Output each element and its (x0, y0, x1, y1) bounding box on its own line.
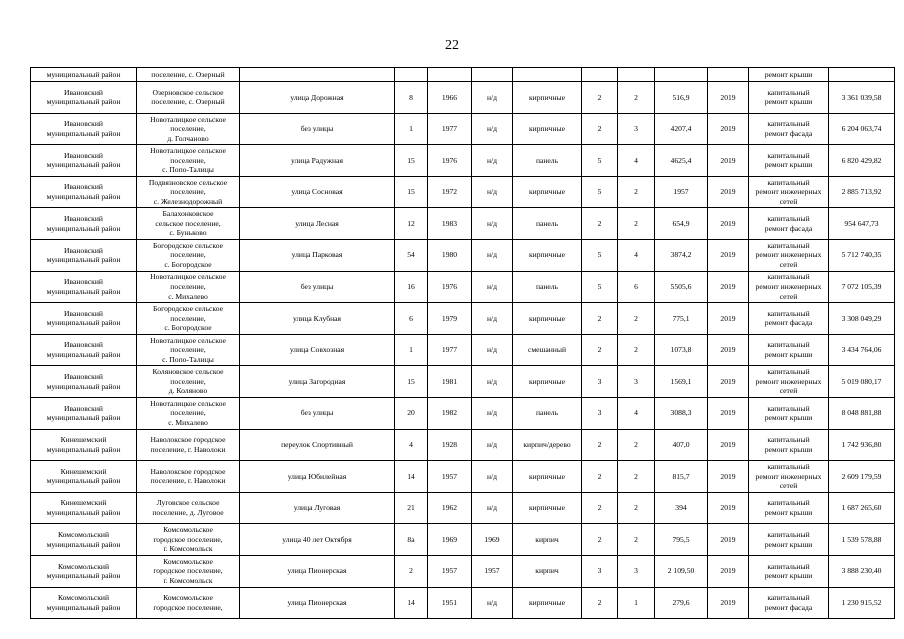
cell-year-commissioned: 1969 (472, 524, 513, 556)
cell-cost: 3 434 764,06 (829, 334, 895, 366)
cell-wall-material: кирпичные (513, 461, 582, 493)
cell-street: улица Радужная (240, 145, 395, 177)
table-row (31, 397, 895, 429)
cell-year-built: 1982 (428, 397, 472, 429)
table-row (31, 303, 895, 335)
cell-municipal-district: Ивановский муниципальный район (31, 303, 137, 335)
cell-settlement: Новоталицкое сельское поселение, с. Попо-Талицы (137, 145, 240, 177)
cell-work-type: капитальный ремонт крыши (749, 492, 829, 524)
cell-area: 2 109,50 (655, 555, 708, 587)
cell-municipal-district: Ивановский муниципальный район (31, 82, 137, 114)
cell-house-number: 14 (395, 461, 428, 493)
cell-repair-year: 2019 (708, 208, 749, 240)
cell-floors: 2 (582, 429, 618, 461)
cell-year-commissioned: н/д (472, 303, 513, 335)
cell-house-number: 21 (395, 492, 428, 524)
cell-area: 5505,6 (655, 271, 708, 303)
table-body (31, 68, 895, 619)
cell-year-built: 1972 (428, 176, 472, 208)
cell-repair-year: 2019 (708, 461, 749, 493)
cell-municipal-district: Ивановский муниципальный район (31, 334, 137, 366)
table-row (31, 366, 895, 398)
cell-entrances: 3 (618, 555, 655, 587)
cell-cost: 1 687 265,60 (829, 492, 895, 524)
cell-house-number: 15 (395, 145, 428, 177)
cell-floors: 2 (582, 334, 618, 366)
cell-municipal-district: Ивановский муниципальный район (31, 113, 137, 145)
cell-entrances: 2 (618, 524, 655, 556)
cell-floors: 3 (582, 366, 618, 398)
cell-wall-material: смешанный (513, 334, 582, 366)
cell-year-commissioned: н/д (472, 334, 513, 366)
cell-wall-material: панель (513, 271, 582, 303)
cell-cost: 5 019 080,17 (829, 366, 895, 398)
cell-year-commissioned (472, 68, 513, 82)
cell-municipal-district: Комсомольский муниципальный район (31, 524, 137, 556)
cell-municipal-district: Ивановский муниципальный район (31, 397, 137, 429)
cell-municipal-district: Кинешемский муниципальный район (31, 461, 137, 493)
cell-repair-year: 2019 (708, 113, 749, 145)
cell-area: 1073,8 (655, 334, 708, 366)
cell-area: 4207,4 (655, 113, 708, 145)
cell-entrances: 2 (618, 176, 655, 208)
cell-year-commissioned: 1957 (472, 555, 513, 587)
cell-year-built: 1951 (428, 587, 472, 619)
cell-area: 516,9 (655, 82, 708, 114)
cell-wall-material: кирпичные (513, 82, 582, 114)
cell-year-commissioned: н/д (472, 366, 513, 398)
cell-entrances: 4 (618, 397, 655, 429)
cell-repair-year: 2019 (708, 587, 749, 619)
page-number: 22 (445, 38, 459, 53)
cell-entrances (618, 68, 655, 82)
cell-area: 4625,4 (655, 145, 708, 177)
cell-house-number: 8 (395, 82, 428, 114)
cell-street: улица Лесная (240, 208, 395, 240)
cell-floors: 3 (582, 397, 618, 429)
cell-work-type: капитальный ремонт инженерных сетей (749, 271, 829, 303)
cell-entrances: 1 (618, 587, 655, 619)
cell-cost: 8 048 881,88 (829, 397, 895, 429)
cell-cost: 3 308 049,29 (829, 303, 895, 335)
cell-floors: 3 (582, 555, 618, 587)
cell-floors: 2 (582, 82, 618, 114)
cell-house-number: 16 (395, 271, 428, 303)
cell-cost: 3 888 230,40 (829, 555, 895, 587)
cell-wall-material: кирпичные (513, 587, 582, 619)
cell-settlement: Комсомольское городское поселение, г. Комсомольск (137, 524, 240, 556)
cell-floors: 2 (582, 492, 618, 524)
table-row (31, 555, 895, 587)
cell-settlement: Наволокское городское поселение, г. Наволоки (137, 461, 240, 493)
cell-repair-year: 2019 (708, 176, 749, 208)
table-row (31, 587, 895, 619)
cell-wall-material: кирпичные (513, 239, 582, 271)
cell-work-type: капитальный ремонт крыши (749, 145, 829, 177)
cell-entrances: 2 (618, 492, 655, 524)
cell-wall-material: панель (513, 145, 582, 177)
cell-settlement: Луговское сельское поселение, д. Луговое (137, 492, 240, 524)
cell-repair-year: 2019 (708, 397, 749, 429)
cell-house-number: 15 (395, 176, 428, 208)
cell-wall-material: кирпич/дерево (513, 429, 582, 461)
cell-municipal-district: Ивановский муниципальный район (31, 145, 137, 177)
cell-year-built: 1928 (428, 429, 472, 461)
cell-year-built: 1981 (428, 366, 472, 398)
cell-settlement: Наволокское городское поселение, г. Наволоки (137, 429, 240, 461)
cell-cost: 954 647,73 (829, 208, 895, 240)
cell-year-built (428, 68, 472, 82)
cell-settlement: Комсомольское городское поселение, (137, 587, 240, 619)
cell-work-type: капитальный ремонт крыши (749, 555, 829, 587)
cell-year-commissioned: н/д (472, 587, 513, 619)
cell-wall-material (513, 68, 582, 82)
cell-entrances: 2 (618, 334, 655, 366)
cell-floors: 2 (582, 208, 618, 240)
cell-year-commissioned: н/д (472, 397, 513, 429)
cell-street: улица Луговая (240, 492, 395, 524)
cell-year-built: 1977 (428, 334, 472, 366)
cell-street: переулок Спортивный (240, 429, 395, 461)
cell-house-number: 20 (395, 397, 428, 429)
cell-municipal-district: Комсомольский муниципальный район (31, 587, 137, 619)
cell-street: улица Загородная (240, 366, 395, 398)
cell-settlement: Богородское сельское поселение, с. Богородское (137, 239, 240, 271)
cell-settlement: Комсомольское городское поселение, г. Комсомольск (137, 555, 240, 587)
cell-street: без улицы (240, 271, 395, 303)
table-row (31, 492, 895, 524)
cell-entrances: 2 (618, 82, 655, 114)
cell-house-number: 1 (395, 113, 428, 145)
cell-year-commissioned: н/д (472, 113, 513, 145)
cell-work-type: капитальный ремонт инженерных сетей (749, 461, 829, 493)
cell-year-built: 1969 (428, 524, 472, 556)
cell-floors: 5 (582, 145, 618, 177)
cell-street: улица Пионерская (240, 555, 395, 587)
cell-street: улица Дорожная (240, 82, 395, 114)
cell-entrances: 6 (618, 271, 655, 303)
cell-cost: 1 539 578,88 (829, 524, 895, 556)
cell-settlement: Новоталицкое сельское поселение, д. Голчаново (137, 113, 240, 145)
cell-work-type: капитальный ремонт инженерных сетей (749, 239, 829, 271)
table-row (31, 239, 895, 271)
cell-wall-material: кирпичные (513, 303, 582, 335)
cell-floors: 2 (582, 524, 618, 556)
cell-settlement: Коляновское сельское поселение, д. Коляново (137, 366, 240, 398)
cell-house-number: 15 (395, 366, 428, 398)
cell-cost: 2 885 713,92 (829, 176, 895, 208)
cell-street: без улицы (240, 397, 395, 429)
cell-area: 654,9 (655, 208, 708, 240)
cell-wall-material: панель (513, 397, 582, 429)
cell-repair-year: 2019 (708, 429, 749, 461)
cell-street: улица Юбилейная (240, 461, 395, 493)
cell-work-type: капитальный ремонт крыши (749, 524, 829, 556)
cell-street: улица Пионерская (240, 587, 395, 619)
cell-year-commissioned: н/д (472, 492, 513, 524)
cell-wall-material: кирпичные (513, 113, 582, 145)
cell-street: улица Парковая (240, 239, 395, 271)
cell-year-commissioned: н/д (472, 271, 513, 303)
cell-repair-year: 2019 (708, 524, 749, 556)
cell-house-number: 14 (395, 587, 428, 619)
cell-cost: 1 230 915,52 (829, 587, 895, 619)
cell-area: 795,5 (655, 524, 708, 556)
table-row (31, 145, 895, 177)
cell-entrances: 4 (618, 239, 655, 271)
table-row (31, 176, 895, 208)
cell-wall-material: кирпич (513, 524, 582, 556)
cell-wall-material: кирпичные (513, 366, 582, 398)
cell-year-built: 1979 (428, 303, 472, 335)
cell-entrances: 2 (618, 461, 655, 493)
cell-work-type: капитальный ремонт крыши (749, 82, 829, 114)
cell-entrances: 2 (618, 429, 655, 461)
cell-house-number: 54 (395, 239, 428, 271)
cell-entrances: 2 (618, 208, 655, 240)
table-row (31, 208, 895, 240)
cell-year-built: 1976 (428, 145, 472, 177)
table-row (31, 113, 895, 145)
cell-area: 815,7 (655, 461, 708, 493)
cell-repair-year: 2019 (708, 145, 749, 177)
cell-repair-year: 2019 (708, 239, 749, 271)
cell-work-type: капитальный ремонт фасада (749, 303, 829, 335)
cell-year-commissioned: н/д (472, 239, 513, 271)
cell-floors: 5 (582, 271, 618, 303)
cell-house-number: 2 (395, 555, 428, 587)
cell-work-type: капитальный ремонт крыши (749, 334, 829, 366)
cell-street: без улицы (240, 113, 395, 145)
cell-area: 3088,3 (655, 397, 708, 429)
cell-municipal-district: Ивановский муниципальный район (31, 208, 137, 240)
cell-municipal-district: Ивановский муниципальный район (31, 239, 137, 271)
cell-municipal-district: Кинешемский муниципальный район (31, 492, 137, 524)
cell-settlement: поселение, с. Озерный (137, 68, 240, 82)
cell-cost: 6 204 063,74 (829, 113, 895, 145)
cell-area (655, 68, 708, 82)
table-row (31, 82, 895, 114)
cell-floors: 2 (582, 461, 618, 493)
cell-year-commissioned: н/д (472, 176, 513, 208)
cell-repair-year (708, 68, 749, 82)
table-row (31, 334, 895, 366)
cell-municipal-district: муниципальный район (31, 68, 137, 82)
cell-area: 279,6 (655, 587, 708, 619)
cell-year-commissioned: н/д (472, 145, 513, 177)
cell-area: 775,1 (655, 303, 708, 335)
cell-house-number: 1 (395, 334, 428, 366)
cell-work-type: капитальный ремонт фасада (749, 113, 829, 145)
cell-area: 407,0 (655, 429, 708, 461)
cell-work-type: ремонт крыши (749, 68, 829, 82)
cell-wall-material: кирпичные (513, 492, 582, 524)
table-row (31, 68, 895, 82)
cell-work-type: капитальный ремонт инженерных сетей (749, 176, 829, 208)
cell-settlement: Озерновское сельское поселение, с. Озерный (137, 82, 240, 114)
cell-floors: 2 (582, 113, 618, 145)
cell-entrances: 3 (618, 366, 655, 398)
cell-floors: 2 (582, 587, 618, 619)
cell-cost: 6 820 429,82 (829, 145, 895, 177)
cell-year-built: 1957 (428, 555, 472, 587)
table-row (31, 461, 895, 493)
cell-floors: 5 (582, 239, 618, 271)
cell-year-built: 1977 (428, 113, 472, 145)
housing-repair-table (30, 67, 895, 619)
cell-house-number (395, 68, 428, 82)
cell-work-type: капитальный ремонт крыши (749, 397, 829, 429)
cell-settlement: Подвязновское сельское поселение, с. Железнодорожный (137, 176, 240, 208)
cell-repair-year: 2019 (708, 82, 749, 114)
cell-entrances: 4 (618, 145, 655, 177)
cell-area: 3874,2 (655, 239, 708, 271)
table-row (31, 429, 895, 461)
cell-municipal-district: Ивановский муниципальный район (31, 366, 137, 398)
table-row (31, 271, 895, 303)
cell-house-number: 8а (395, 524, 428, 556)
cell-year-commissioned: н/д (472, 461, 513, 493)
cell-house-number: 12 (395, 208, 428, 240)
cell-entrances: 2 (618, 303, 655, 335)
cell-cost: 7 072 105,39 (829, 271, 895, 303)
cell-year-built: 1983 (428, 208, 472, 240)
cell-entrances: 3 (618, 113, 655, 145)
cell-cost: 2 609 179,59 (829, 461, 895, 493)
cell-floors: 2 (582, 303, 618, 335)
cell-year-commissioned: н/д (472, 429, 513, 461)
cell-year-commissioned: н/д (472, 208, 513, 240)
cell-cost: 3 361 039,58 (829, 82, 895, 114)
cell-settlement: Новоталицкое сельское поселение, с. Михалево (137, 397, 240, 429)
cell-settlement: Новоталицкое сельское поселение, с. Попо-Талицы (137, 334, 240, 366)
cell-repair-year: 2019 (708, 271, 749, 303)
cell-municipal-district: Ивановский муниципальный район (31, 271, 137, 303)
cell-wall-material: кирпичные (513, 176, 582, 208)
cell-repair-year: 2019 (708, 366, 749, 398)
cell-street: улица Сосновая (240, 176, 395, 208)
cell-area: 394 (655, 492, 708, 524)
cell-repair-year: 2019 (708, 303, 749, 335)
cell-year-built: 1962 (428, 492, 472, 524)
cell-cost (829, 68, 895, 82)
cell-cost: 5 712 740,35 (829, 239, 895, 271)
cell-street (240, 68, 395, 82)
cell-year-commissioned: н/д (472, 82, 513, 114)
cell-settlement: Богородское сельское поселение, с. Богородское (137, 303, 240, 335)
cell-repair-year: 2019 (708, 555, 749, 587)
cell-area: 1569,1 (655, 366, 708, 398)
cell-house-number: 4 (395, 429, 428, 461)
cell-municipal-district: Ивановский муниципальный район (31, 176, 137, 208)
cell-settlement: Новоталицкое сельское поселение, с. Михалево (137, 271, 240, 303)
cell-work-type: капитальный ремонт крыши (749, 429, 829, 461)
cell-street: улица Клубная (240, 303, 395, 335)
cell-year-built: 1980 (428, 239, 472, 271)
cell-repair-year: 2019 (708, 334, 749, 366)
table-row (31, 524, 895, 556)
cell-area: 1957 (655, 176, 708, 208)
cell-cost: 1 742 936,80 (829, 429, 895, 461)
cell-settlement: Балахонковское сельское поселение, с. Буньково (137, 208, 240, 240)
cell-work-type: капитальный ремонт фасада (749, 587, 829, 619)
cell-year-built: 1976 (428, 271, 472, 303)
cell-house-number: 6 (395, 303, 428, 335)
cell-year-built: 1957 (428, 461, 472, 493)
cell-wall-material: панель (513, 208, 582, 240)
cell-street: улица 40 лет Октября (240, 524, 395, 556)
cell-repair-year: 2019 (708, 492, 749, 524)
cell-municipal-district: Кинешемский муниципальный район (31, 429, 137, 461)
cell-floors (582, 68, 618, 82)
cell-floors: 5 (582, 176, 618, 208)
cell-street: улица Совхозная (240, 334, 395, 366)
cell-work-type: капитальный ремонт фасада (749, 208, 829, 240)
cell-year-built: 1966 (428, 82, 472, 114)
cell-municipal-district: Комсомольский муниципальный район (31, 555, 137, 587)
cell-wall-material: кирпич (513, 555, 582, 587)
cell-work-type: капитальный ремонт инженерных сетей (749, 366, 829, 398)
